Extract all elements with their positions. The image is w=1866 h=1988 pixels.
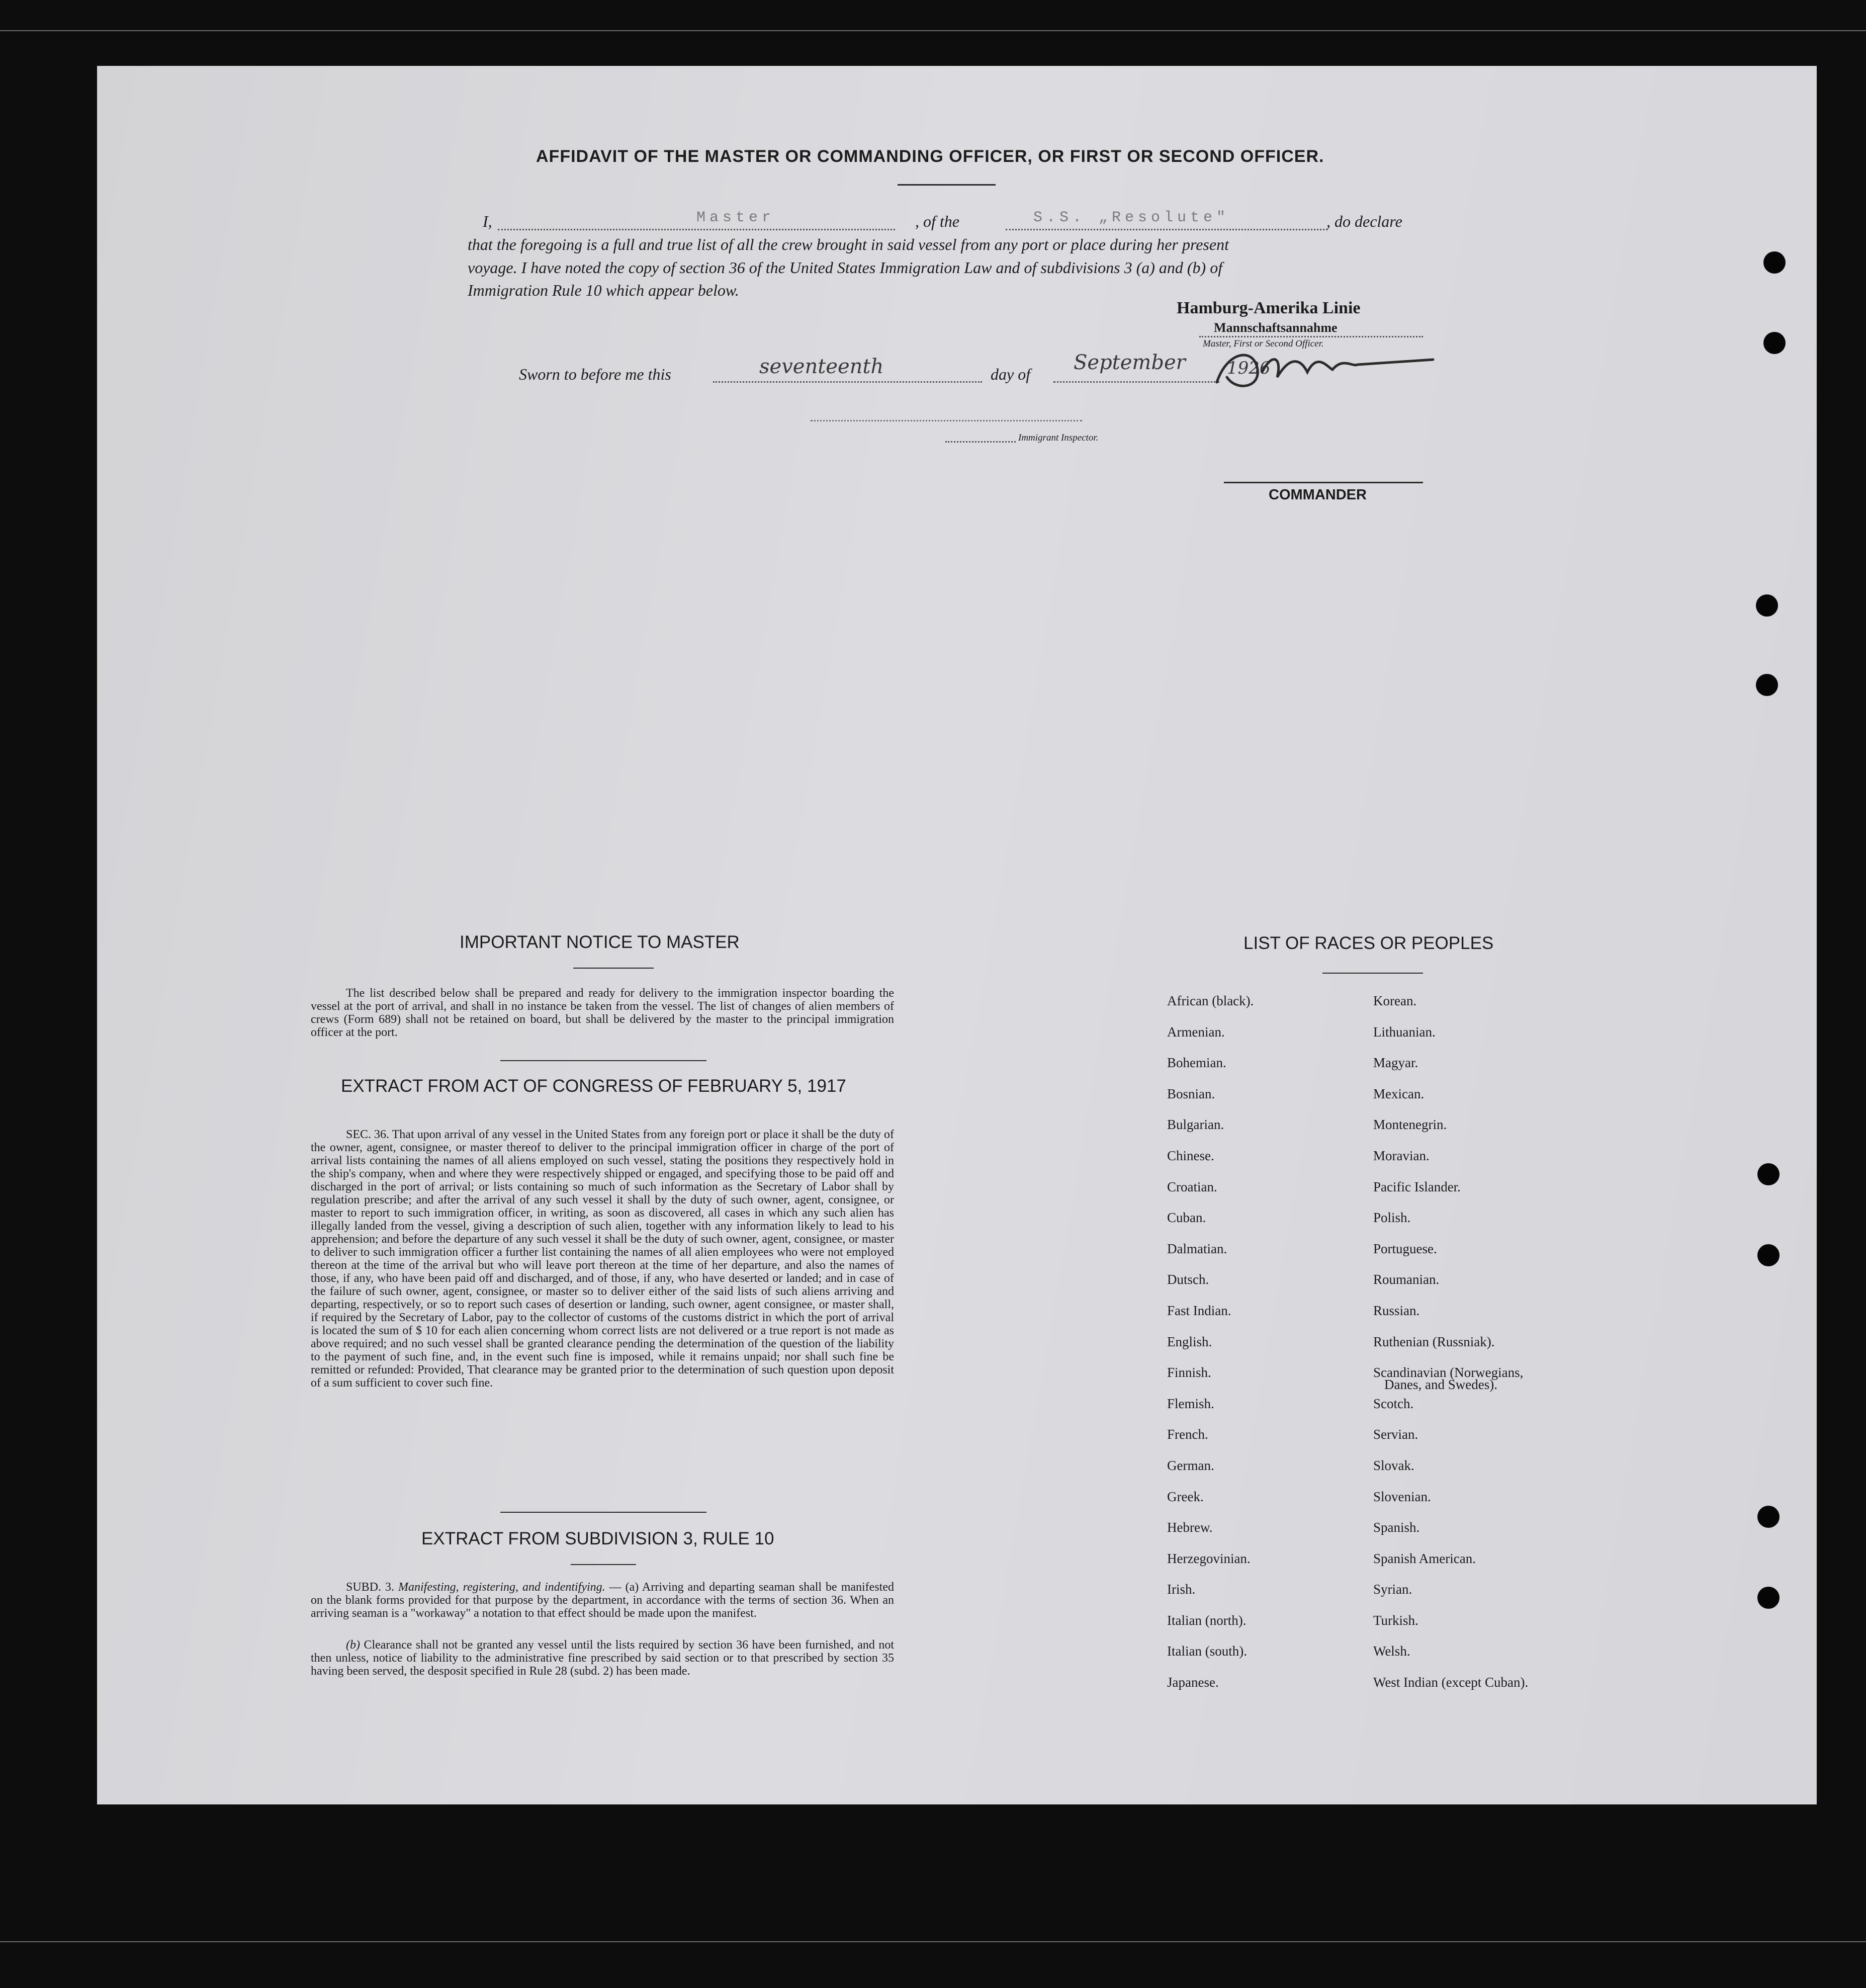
stamp-company: Hamburg-Amerika Linie [1177,299,1361,317]
document-page [97,66,1817,1804]
punch-hole [1757,1244,1780,1266]
master-name-value: Master [696,209,775,226]
stamp-department: Mannschaftsannahme [1214,320,1338,335]
notice-divider [500,1060,706,1061]
vessel-name-value: S.S. „Resolute" [1033,209,1230,226]
of-the-label: , of the [915,212,959,230]
master-name-line [498,229,895,230]
inspector-signature-line [945,441,1016,443]
race-item: Herzegovinian. [1167,1550,1251,1566]
race-item: Moravian. [1373,1148,1430,1163]
races-title: LIST OF RACES OR PEOPLES [1243,933,1494,953]
rule-para-1-heading: Manifesting, registering, and indentifying. [398,1581,605,1594]
rule-title: EXTRACT FROM SUBDIVISION 3, RULE 10 [421,1529,774,1548]
signature-caption: Master, First or Second Officer. [1203,338,1324,349]
commander-label: COMMANDER [1269,487,1367,503]
race-item: Polish. [1373,1210,1411,1226]
race-item: Russian. [1373,1303,1420,1318]
notice-title: IMPORTANT NOTICE TO MASTER [460,932,740,952]
rule-para-2-text: Clearance shall not be granted any vessel until the lists required by section 36 have been furnished, and not then unless, notice of liability to the administrative fine prescribed by said section or to that prescribed by section 35 having been served, the desposit specified in Rule 28 (subd. 2) has been made. [311,1638,895,1678]
rule-para-1-text: — (a) Arriving and departing seaman shall be manifested on the blank forms provided for that purpose by the department, in accordance with the terms of section 36. When an arriving seaman is a "workaway" a notation to that effect should be made upon the manifest. [311,1581,894,1620]
race-item: Slovak. [1373,1457,1414,1473]
day-value: seventeenth [759,355,884,378]
title-rule [898,184,996,186]
race-item: Portuguese. [1373,1241,1437,1256]
race-item: German. [1167,1457,1214,1473]
race-item: French. [1167,1427,1208,1442]
affidavit-line-4: Immigration Rule 10 which appear below. [468,281,739,299]
race-item: Dalmatian. [1167,1241,1227,1256]
act-title: EXTRACT FROM ACT OF CONGRESS OF FEBRUARY 5, 1917 [341,1076,846,1096]
rule-para-1 [311,1581,894,1620]
race-item: Cuban. [1167,1210,1206,1226]
race-item: Spanish American. [1373,1550,1476,1566]
race-item: Dutsch. [1167,1272,1209,1287]
races-right-column [1373,986,1528,1698]
punch-hole [1763,251,1786,274]
punch-hole [1756,674,1778,696]
race-item: African (black). [1167,993,1254,1008]
race-item: Ruthenian (Russniak). [1373,1334,1495,1349]
race-item: Flemish. [1167,1396,1214,1411]
races-rule [1322,973,1423,974]
film-edge-line [0,30,1866,31]
race-item: Japanese. [1167,1675,1219,1690]
notice-text: The list described below shall be prepared and ready for delivery to the immigration inspector boarding the vessel at the port of arrival, and shall in no instance be taken from the vessel. The list of changes of alien members of crews (Form 689) shall not be retained on board, but shall be delivered by the master to the principal immigration officer at the port. [311,987,894,1039]
commander-rule [1224,482,1423,483]
race-item: Welsh. [1373,1644,1410,1659]
race-item: Bosnian. [1167,1086,1215,1101]
punch-hole [1756,594,1778,617]
day-line [713,381,982,383]
inspector-dots-top [811,420,1082,421]
inspector-caption: Immigrant Inspector. [1018,433,1099,443]
affidavit-line-2: that the foregoing is a full and true list of all the crew brought in said vessel from any port or place during her present [468,235,1229,253]
race-item: Italian (north). [1167,1612,1247,1628]
race-item: Spanish. [1373,1520,1420,1535]
vessel-name-line [1006,229,1327,230]
race-item: Turkish. [1373,1612,1418,1628]
race-item: Scotch. [1373,1396,1414,1411]
master-signature [1207,342,1438,397]
film-edge-line [0,1941,1866,1942]
race-item: Korean. [1373,993,1417,1008]
race-item: Lithuanian. [1373,1024,1436,1040]
race-item: Bulgarian. [1167,1117,1224,1133]
race-item: Slovenian. [1373,1489,1431,1504]
race-item: Roumanian. [1373,1272,1440,1287]
act-divider [500,1512,706,1513]
races-left-column [1167,986,1254,1698]
affidavit-i-label: I, [483,212,492,230]
day-of-label: day of [991,365,1031,383]
act-text: SEC. 36. That upon arrival of any vessel in the United States from any foreign port or place it shall be the duty of the owner, agent, consignee, or master thereof to deliver to the principal immigration officer in charge of the port of arrival lists containing the names of all aliens employed on such vessel, stating the positions they respectively hold in the ship's company, when and where they were respectively shipped or engaged, and specifying those to be paid off and discharged in the port of arrival; or lists containing so much of such information as the Secretary of Labor shall by regulation prescribe; and after the arrival of any such vessel it shall by the duty of such owner, agent, consignee, or master to report to such immigration officer, in writing, as soon as discovered, all cases in which any such alien has illegally landed from the vessel, giving a description of such alien, together with any information likely to lead to his apprehension; and before the departure of any such vessel it shall be the duty of such owner, agent, consignee, or master to deliver to such immigration officer a further list containing the names of all alien employees who were not employed thereon at the time of the arrival but who will leave port thereon at the time of her departure, and also the names of those, if any, who have been paid off and discharged, and of those, if any, who have deserted or landed; and in case of the failure of such owner, agent, consignee, or master so to deliver either of the said lists of such aliens arriving and departing, respectively, or so to report such cases of desertion or landing, such owner, agent consignee, or master shall, if required by the Secretary of Labor, pay to the collector of customs of the customs district in which the port of arrival is located the sum of $ 10 for each alien concerning whom correct lists are not delivered or a true report is not made as above required; and no such vessel shall be granted clearance pending the determination of the question of the liability to the payment of such fine, and, in the event such fine is imposed, while it remains unpaid; nor shall such fine be remitted or refunded: Provided, That clearance may be granted prior to the determination of such question upon deposit of a sum sufficient to cover such fine. [311,1128,894,1390]
race-item: Scandinavian (Norwegians, [1373,1365,1524,1380]
race-item: English. [1167,1334,1212,1349]
officer-signature-line [1199,336,1423,337]
sworn-label: Sworn to before me this [519,365,671,383]
do-declare-label: , do declare [1326,212,1402,230]
race-item: Hebrew. [1167,1520,1213,1535]
punch-hole [1763,332,1786,354]
rule-para-1-lead: SUBD. 3. [346,1581,394,1594]
race-item: Greek. [1167,1489,1204,1504]
race-item: Chinese. [1167,1148,1214,1163]
month-value: September [1074,351,1186,374]
race-item: Croatian. [1167,1179,1217,1194]
race-item: Pacific Islander. [1373,1179,1461,1194]
year-value: 1926 [1227,358,1271,378]
rule-rule [571,1564,636,1565]
rule-para-2-lead: (b) [346,1638,360,1652]
race-item: Italian (south). [1167,1644,1247,1659]
race-item: Bohemian. [1167,1055,1226,1071]
affidavit-line-3: voyage. I have noted the copy of section 36 of the United States Immigration Law and of subdivisions 3 (a) and (b) of [468,258,1223,277]
notice-rule [573,968,654,969]
race-item: Montenegrin. [1373,1117,1447,1133]
race-item: Armenian. [1167,1024,1225,1040]
month-line [1053,381,1219,383]
race-item: Fast Indian. [1167,1303,1231,1318]
race-item: Finnish. [1167,1365,1211,1380]
race-item-continuation: Danes, and Swedes). [1384,1377,1497,1392]
punch-hole [1757,1163,1780,1185]
race-item: Irish. [1167,1582,1196,1597]
affidavit-title: AFFIDAVIT OF THE MASTER OR COMMANDING OFFICER, OR FIRST OR SECOND OFFICER. [536,147,1324,166]
race-item: Magyar. [1373,1055,1418,1071]
race-item: Mexican. [1373,1086,1425,1101]
race-item: West Indian (except Cuban). [1373,1675,1529,1690]
rule-para-2 [311,1638,894,1678]
punch-hole [1757,1506,1780,1528]
race-item: Servian. [1373,1427,1418,1442]
punch-hole [1757,1587,1780,1609]
race-item: Syrian. [1373,1582,1412,1597]
